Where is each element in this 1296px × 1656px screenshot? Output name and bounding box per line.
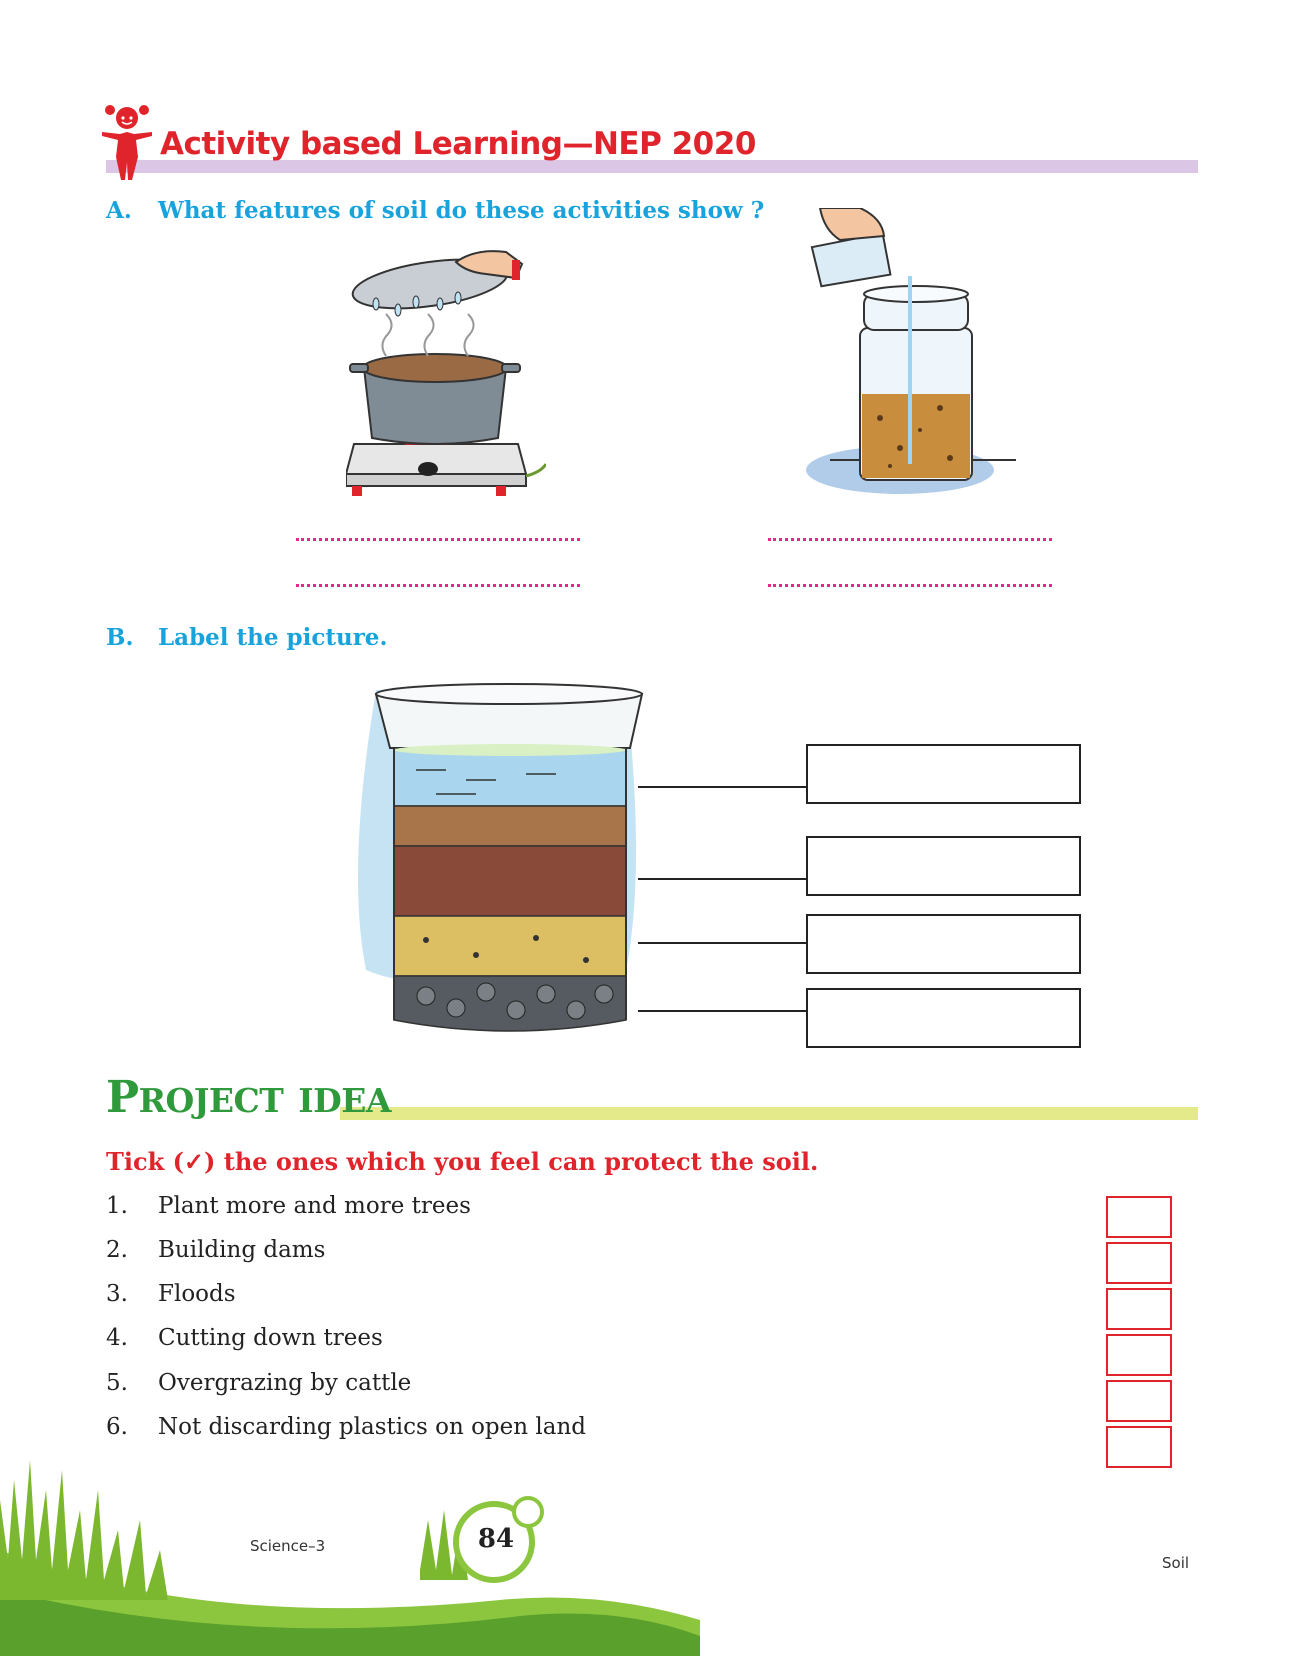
project-band bbox=[340, 1107, 1198, 1120]
label-box[interactable] bbox=[806, 914, 1081, 974]
section-a-letter: A. bbox=[106, 197, 132, 224]
tick-box[interactable] bbox=[1106, 1334, 1172, 1376]
tick-box[interactable] bbox=[1106, 1242, 1172, 1284]
section-b-letter: B. bbox=[106, 624, 134, 651]
chapter-title: Soil bbox=[1162, 1554, 1190, 1572]
tick-box[interactable] bbox=[1106, 1288, 1172, 1330]
answer-line[interactable] bbox=[296, 538, 580, 541]
list-item: 3. Floods bbox=[106, 1281, 236, 1307]
answer-line[interactable] bbox=[768, 584, 1052, 587]
answer-line[interactable] bbox=[768, 538, 1052, 541]
page-number: 84 bbox=[477, 1524, 515, 1554]
section-a-question: What features of soil do these activities show ? bbox=[158, 197, 765, 224]
list-item: 1. Plant more and more trees bbox=[106, 1193, 471, 1219]
tick-box[interactable] bbox=[1106, 1196, 1172, 1238]
list-item: 6. Not discarding plastics on open land bbox=[106, 1414, 586, 1440]
list-item: 2. Building dams bbox=[106, 1237, 326, 1263]
leader-line bbox=[638, 1010, 808, 1012]
leader-line bbox=[638, 942, 808, 944]
label-box[interactable] bbox=[806, 836, 1081, 896]
water-jar-illustration bbox=[800, 208, 1020, 508]
label-box[interactable] bbox=[806, 744, 1081, 804]
cooking-pot-illustration bbox=[346, 244, 546, 500]
project-title bbox=[106, 1072, 391, 1123]
project-title-rest-b: IDEA bbox=[298, 1081, 391, 1120]
tick-box[interactable] bbox=[1106, 1380, 1172, 1422]
label-box[interactable] bbox=[806, 988, 1081, 1048]
tick-box[interactable] bbox=[1106, 1426, 1172, 1468]
page-title: Activity based Learning—NEP 2020 bbox=[160, 126, 756, 162]
section-b-question: Label the picture. bbox=[158, 624, 388, 651]
list-item: 4. Cutting down trees bbox=[106, 1325, 383, 1351]
project-title-first: P bbox=[106, 1072, 139, 1123]
project-title-rest-a: ROJECT bbox=[138, 1081, 284, 1120]
leader-line bbox=[638, 878, 808, 880]
soil-layers-beaker-illustration bbox=[346, 670, 646, 1050]
grass-icon bbox=[0, 1400, 700, 1656]
answer-line[interactable] bbox=[296, 584, 580, 587]
girl-mascot-icon bbox=[98, 102, 156, 182]
book-title: Science–3 bbox=[250, 1537, 326, 1555]
leader-line bbox=[638, 786, 808, 788]
list-item: 5. Overgrazing by cattle bbox=[106, 1370, 412, 1396]
project-instruction: Tick (✓) the ones which you feel can protect the soil. bbox=[106, 1147, 819, 1176]
